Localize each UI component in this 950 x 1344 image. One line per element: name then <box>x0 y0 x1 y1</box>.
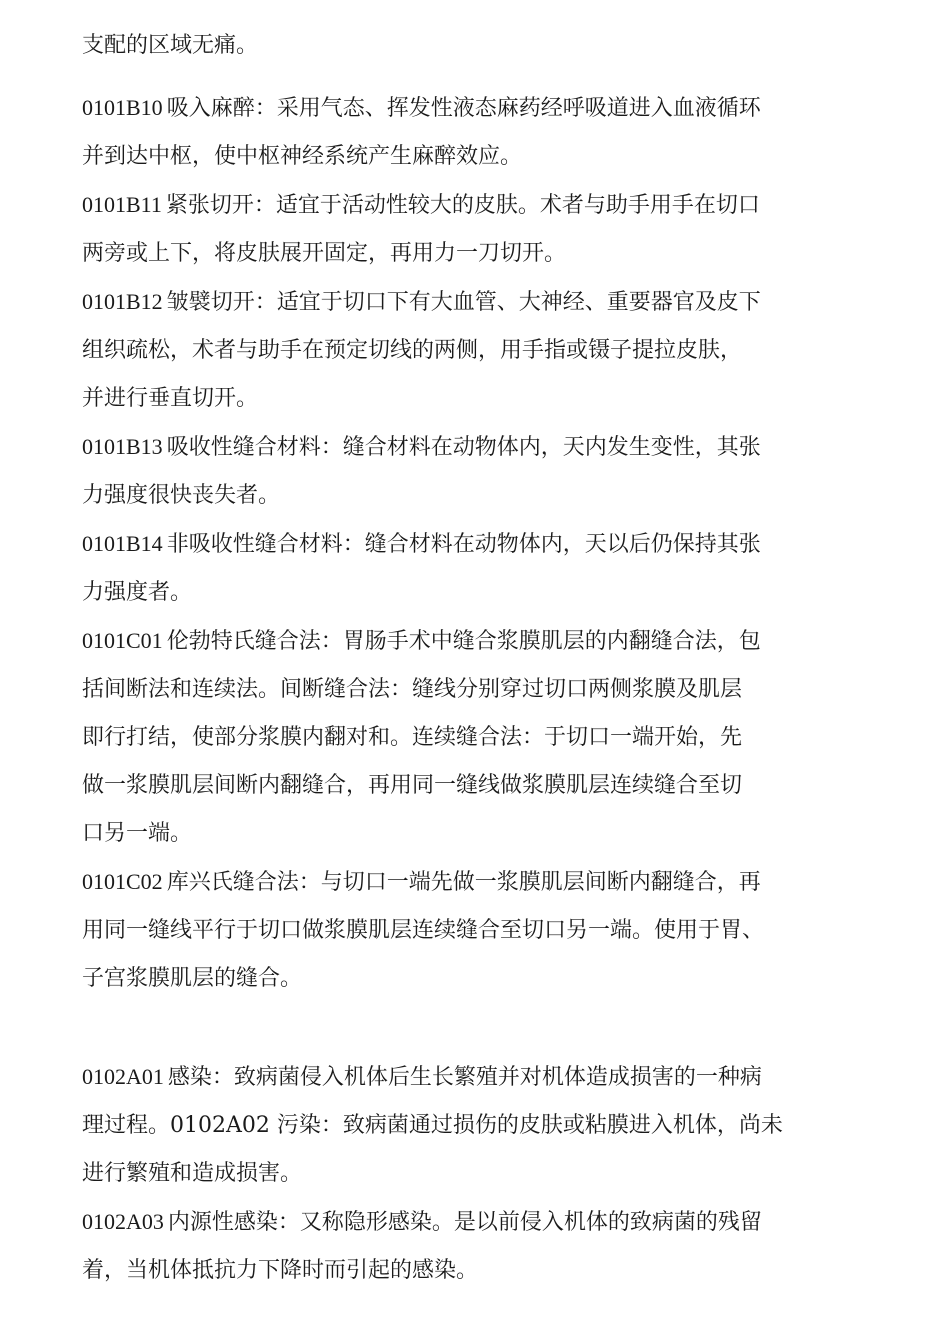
paragraph-line: 做一浆膜肌层间断内翻缝合，再用同一缝线做浆膜肌层连续缝合至切 <box>82 773 743 798</box>
entry-code: 0102A01 <box>82 1064 164 1089</box>
paragraph-0102A03 <box>82 1198 868 1295</box>
paragraph-0101C01 <box>82 617 868 858</box>
entry-code: 0101B12 <box>82 289 163 314</box>
paragraph-line: 子宫浆膜肌层的缝合。 <box>82 966 303 991</box>
paragraph-line: 进行繁殖和造成损害。 <box>82 1161 303 1186</box>
paragraph-0101B12 <box>82 278 868 423</box>
paragraph-line: 0101C01 伦勃特氏缝合法：胃肠手术中缝合浆膜肌层的内翻缝合法，包 <box>82 628 761 654</box>
paragraph-0101B13 <box>82 423 868 520</box>
paragraph-line: 两旁或上下，将皮肤展开固定，再用力一刀切开。 <box>82 241 567 266</box>
paragraph-line: 组织疏松，术者与助手在预定切线的两侧，用手指或镊子提拉皮肤， <box>82 338 743 363</box>
entry-code: 0101C01 <box>82 628 163 653</box>
paragraph-line: 理过程。0102A02 污染：致病菌通过损伤的皮肤或粘膜进入机体，尚未 <box>82 1113 783 1138</box>
entry-code: 0101B11 <box>82 192 162 217</box>
paragraph-0102A01 <box>82 1053 868 1198</box>
entry-code: 0102A03 <box>82 1209 164 1234</box>
entry-code: 0101C02 <box>82 869 163 894</box>
paragraph-line: 0101B12 皱襞切开：适宜于切口下有大血管、大神经、重要器官及皮下 <box>82 289 761 315</box>
paragraph-line: 即行打结，使部分浆膜内翻对和。连续缝合法：于切口一端开始，先 <box>82 725 743 750</box>
paragraph-line: 并进行垂直切开。 <box>82 386 259 411</box>
paragraph-line: 0101B14 非吸收性缝合材料：缝合材料在动物体内，天以后仍保持其张 <box>82 531 761 557</box>
entry-code: 0101B14 <box>82 531 163 556</box>
paragraph-line: 0102A03 内源性感染：又称隐形感染。是以前侵入机体的致病菌的残留 <box>82 1209 762 1235</box>
paragraph-continuation <box>82 33 868 58</box>
paragraph-0101B10 <box>82 84 868 181</box>
paragraph-line: 0101B11 紧张切开：适宜于活动性较大的皮肤。术者与助手用手在切口 <box>82 192 760 218</box>
paragraph-line: 0101B13 吸收性缝合材料：缝合材料在动物体内，天内发生变性，其张 <box>82 434 761 460</box>
paragraph-line: 0101C02 库兴氏缝合法：与切口一端先做一浆膜肌层间断内翻缝合，再 <box>82 869 761 895</box>
paragraph-0101B11 <box>82 181 868 278</box>
paragraph-line: 着，当机体抵抗力下降时而引起的感染。 <box>82 1258 479 1283</box>
section-gap <box>82 1003 868 1053</box>
paragraph-line: 0102A01 感染：致病菌侵入机体后生长繁殖并对机体造成损害的一种病 <box>82 1064 762 1090</box>
paragraph-line: 0101B10 吸入麻醉：采用气态、挥发性液态麻药经呼吸道进入血液循环 <box>82 95 761 121</box>
paragraph-line: 支配的区域无痛。 <box>82 33 259 58</box>
paragraph-line: 并到达中枢，使中枢神经系统产生麻醉效应。 <box>82 144 523 169</box>
entry-code: 0101B13 <box>82 434 163 459</box>
paragraph-line: 用同一缝线平行于切口做浆膜肌层连续缝合至切口另一端。使用于胃、 <box>82 918 765 943</box>
paragraph-line: 力强度者。 <box>82 580 193 605</box>
paragraph-0101C02 <box>82 858 868 1003</box>
paragraph-0101B14 <box>82 520 868 617</box>
paragraph-line: 括间断法和连续法。间断缝合法：缝线分别穿过切口两侧浆膜及肌层 <box>82 677 743 702</box>
paragraph-line: 口另一端。 <box>82 821 193 846</box>
entry-code: 0101B10 <box>82 95 163 120</box>
paragraph-line: 力强度很快丧失者。 <box>82 483 281 508</box>
